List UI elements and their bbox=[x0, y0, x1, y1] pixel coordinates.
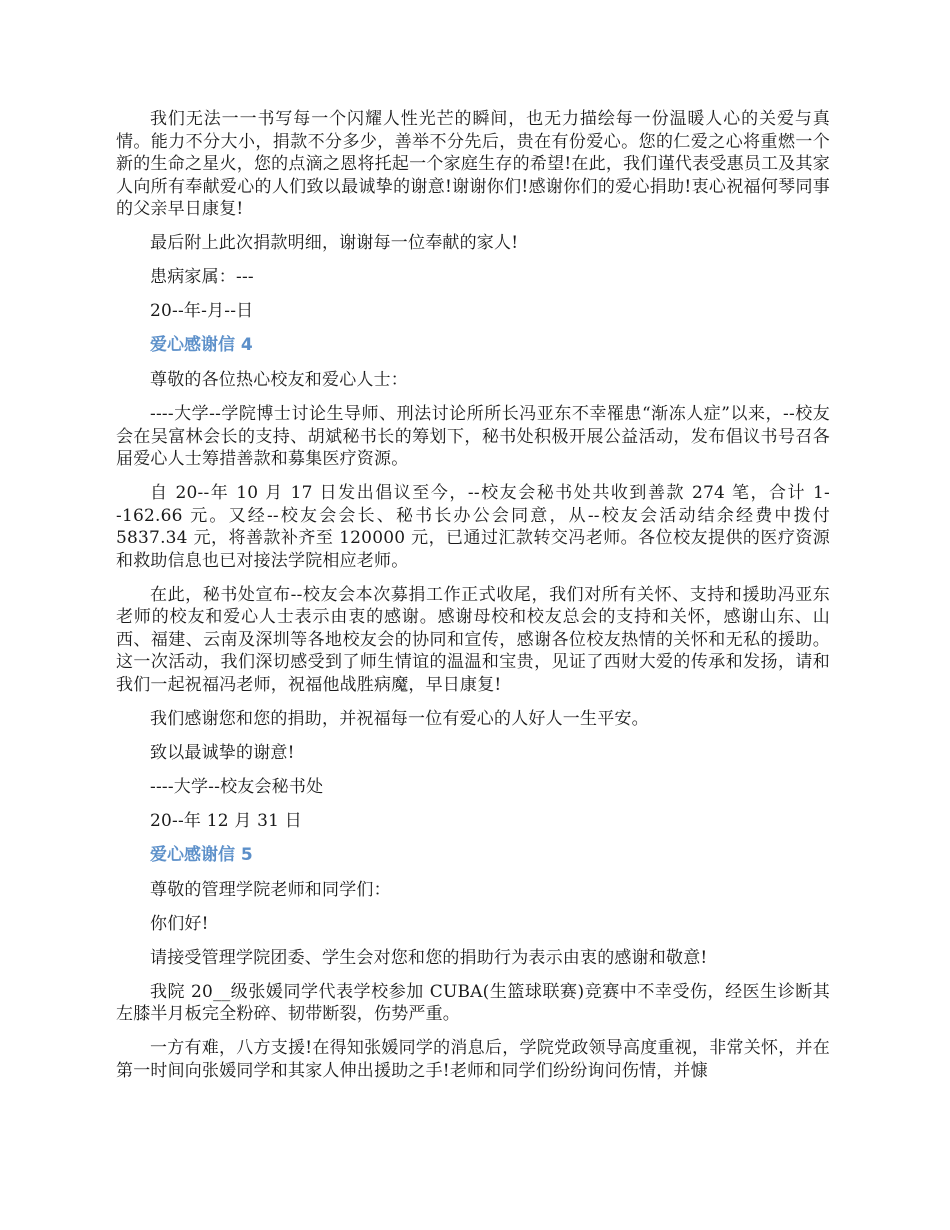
paragraph: 最后附上此次捐款明细，谢谢每一位奉献的家人! bbox=[150, 233, 519, 253]
paragraph: ----大学--学院博士讨论生导师、刑法讨论所所长冯亚东不幸罹患“渐冻人症”以来，--校友会在吴富林会长的支持、胡斌秘书长的筹划下，秘书处积极开展公益活动，发布倡议书号召各届爱心人士筹措善款和募集医疗资源。 bbox=[116, 404, 830, 469]
section-heading: 爱心感谢信 5 bbox=[150, 844, 253, 865]
salutation: 尊敬的各位热心校友和爱心人士： bbox=[150, 370, 408, 390]
salutation: 尊敬的管理学院老师和同学们： bbox=[150, 879, 391, 900]
document-page bbox=[116, 108, 830, 1094]
paragraph: 自 20--年 10 月 17 日发出倡议至今，--校友会秘书处共收到善款 274 笔，合计 1--162.66 元。又经--校友会会长、秘书长办公会同意，从--校友会活动结余经费中拨付 5837.34 元，将善款补齐至 120000 元，已通过汇款转交冯老师。各位校友提供的医疗资源和救助信息也已对接法学院相应老师。 bbox=[116, 483, 830, 571]
greeting: 你们好! bbox=[150, 913, 209, 934]
paragraph: 我们感谢您和您的捐助，并祝福每一位有爱心的人好人一生平安。 bbox=[150, 708, 649, 729]
signature: ----大学--校友会秘书处 bbox=[150, 776, 324, 797]
section-heading: 爱心感谢信 4 bbox=[150, 335, 253, 355]
date-line: 20--年 12 月 31 日 bbox=[150, 810, 302, 831]
closing: 致以最诚挚的谢意! bbox=[150, 742, 295, 763]
paragraph: 我们无法一一书写每一个闪耀人性光芒的瞬间，也无力描绘每一份温暖人心的关爱与真情。能力不分大小，捐款不分多少，善举不分先后，贵在有份爱心。您的仁爱之心将重燃一个新的生命之星火，您的点滴之恩将托起一个家庭生存的希望!在此，我们谨代表受惠员工及其家人向所有奉献爱心的人们致以最诚挚的谢意!谢谢你们!感谢你们的爱心捐助!衷心祝福何琴同事的父亲早日康复! bbox=[116, 109, 830, 219]
paragraph: 请接受管理学院团委、学生会对您和您的捐助行为表示由衷的感谢和敬意! bbox=[150, 947, 708, 968]
paragraph: 在此，秘书处宣布--校友会本次募捐工作正式收尾，我们对所有关怀、支持和援助冯亚东老师的校友和爱心人士表示由衷的感谢。感谢母校和校友总会的支持和关怀，感谢山东、山西、福建、云南及深圳等各地校友会的协同和宣传，感谢各位校友热情的关怀和无私的援助。这一次活动，我们深切感受到了师生情谊的温温和宝贵，见证了西财大爱的传承和发扬，请和我们一起祝福冯老师，祝福他战胜病魔，早日康复! bbox=[116, 584, 830, 695]
paragraph: 患病家属：--- bbox=[150, 267, 254, 287]
paragraph: 我院 20__级张媛同学代表学校参加 CUBA(生篮球联赛)竞赛中不幸受伤，经医生诊断其左膝半月板完全粉碎、韧带断裂，伤势严重。 bbox=[116, 981, 830, 1024]
paragraph: 一方有难，八方支援!在得知张媛同学的消息后，学院党政领导高度重视，非常关怀，并在第一时间向张媛同学和其家人伸出援助之手!老师和同学们纷纷询问伤情，并慷 bbox=[116, 1038, 830, 1081]
date-line: 20--年-月--日 bbox=[150, 301, 254, 321]
